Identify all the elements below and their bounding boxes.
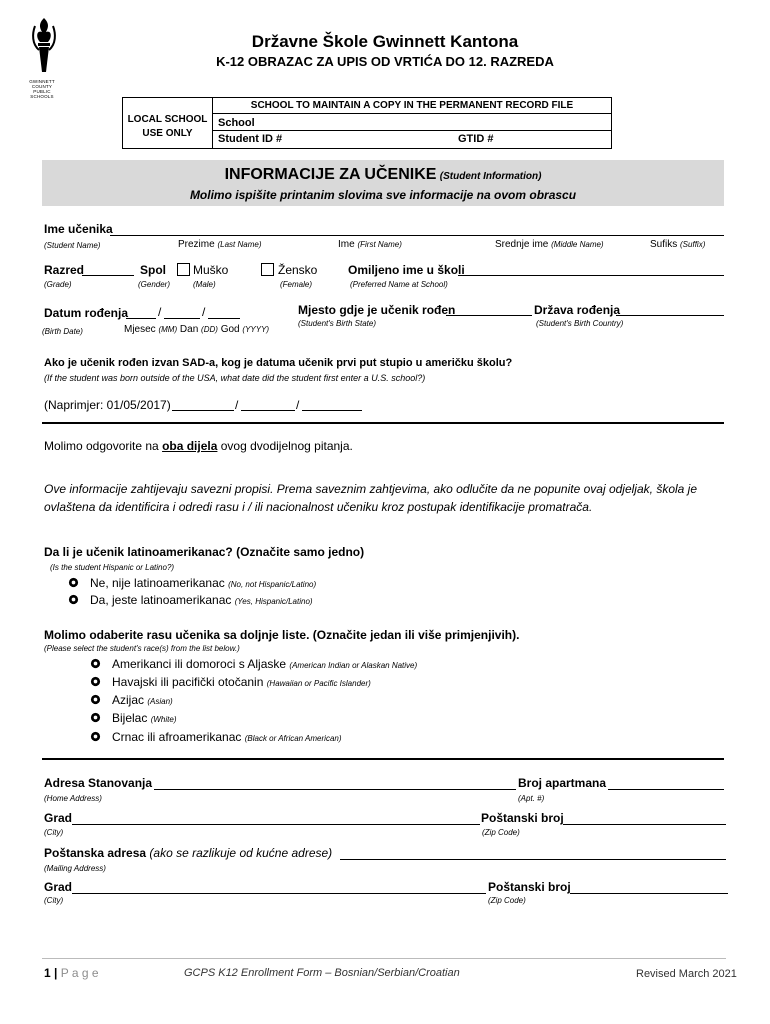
- birthplace-field[interactable]: [446, 315, 532, 316]
- race-option-label: Havajski ili pacifički otočanin: [112, 675, 264, 689]
- student-name-en: (Student Name): [44, 241, 101, 250]
- student-info-header: [42, 160, 724, 206]
- section-divider-1: [42, 422, 724, 424]
- first-name-en: (First Name): [357, 240, 402, 249]
- race-option-en: (Black or African American): [244, 734, 342, 743]
- gtid-label: GTID #: [458, 133, 494, 145]
- mailing-city-label: Grad: [44, 880, 73, 894]
- race-option-en: (White): [150, 715, 177, 724]
- us-entry-example: (Naprimjer: 01/05/2017): [44, 398, 171, 412]
- race-question-en: (Please select the student's race(s) from the list below.): [44, 644, 240, 653]
- student-name-label: Ime učenika: [44, 222, 113, 236]
- record-file-box: [212, 97, 612, 149]
- race-option-label: Bijelac: [112, 711, 148, 725]
- us-entry-question: Ako je učenik rođen izvan SAD-a, kog je datuma učenik prvi put stupio u američku školu?: [44, 357, 513, 369]
- race-option-label: Crnac ili afroamerikanac: [112, 730, 242, 744]
- page-word: P a g e: [60, 966, 99, 980]
- mailing-address-en: (Mailing Address): [44, 864, 106, 873]
- dob-mm: (MM): [158, 325, 178, 334]
- radio-bullet-icon[interactable]: [68, 577, 79, 588]
- local-school-label: LOCAL SCHOOL: [127, 114, 208, 125]
- city-label: Grad: [44, 811, 73, 825]
- suffix-en: (Suffix): [680, 240, 706, 249]
- gender-en: (Gender): [138, 280, 171, 289]
- radio-bullet-icon[interactable]: [68, 594, 79, 605]
- both-parts-post: ovog dvodijelnog pitanja.: [217, 439, 353, 453]
- student-id-label: Student ID #: [218, 133, 283, 145]
- us-entry-question-en: (If the student was born outside of the USA, what date did the student first enter a U.S. school?): [44, 373, 426, 383]
- race-option-en: (Asian): [147, 697, 173, 706]
- both-parts-pre: Molimo odgovorite na: [44, 439, 163, 453]
- preferred-name-label: Omiljeno ime u školi: [348, 263, 465, 277]
- dob-day-field[interactable]: [164, 318, 200, 319]
- birth-country-field[interactable]: [616, 315, 724, 316]
- logo-text: GWINNETT COUNTY PUBLIC SCHOOLS: [29, 79, 55, 99]
- dob-year-label: God: [220, 324, 240, 335]
- birthplace-en: (Student's Birth State): [298, 319, 377, 328]
- gender-label: Spol: [140, 263, 166, 277]
- middle-name-en: (Middle Name): [551, 240, 604, 249]
- us-entry-day-field[interactable]: [241, 410, 295, 411]
- checkbox-bullet-icon[interactable]: [90, 676, 101, 687]
- dob-en: (Birth Date): [42, 327, 83, 336]
- print-instructions: Molimo ispišite printanim slovima sve informacije na ovom obrascu: [189, 188, 577, 202]
- hispanic-no-label: Ne, nije latinoamerikanac: [90, 576, 225, 590]
- zip-field[interactable]: [563, 824, 726, 825]
- zip-label: Poštanski broj: [481, 811, 564, 825]
- mailing-address-note: (ako se razlikuje od kućne adrese): [149, 846, 333, 860]
- dob-day-label: Dan: [179, 324, 199, 335]
- preferred-name-field[interactable]: [458, 275, 724, 276]
- female-en: (Female): [280, 280, 313, 289]
- home-address-label: Adresa Stanovanja: [44, 776, 153, 790]
- last-name-label: Prezime: [178, 239, 215, 250]
- checkbox-bullet-icon[interactable]: [90, 658, 101, 669]
- mailing-zip-field[interactable]: [570, 893, 728, 894]
- school-field-label: School: [218, 117, 255, 129]
- checkbox-bullet-icon[interactable]: [90, 712, 101, 723]
- race-option-label: Azijac: [112, 693, 145, 707]
- suffix-label: Sufiks: [650, 239, 678, 250]
- footer-divider: [42, 958, 726, 959]
- record-file-heading: SCHOOL TO MAINTAIN A COPY IN THE PERMANENT RECORD FILE: [250, 100, 574, 111]
- footer-form-name: GCPS K12 Enrollment Form – Bosnian/Serbian/Croatian: [184, 967, 460, 979]
- female-checkbox[interactable]: [261, 263, 274, 276]
- dob-label: Datum rođenja: [44, 306, 129, 320]
- grade-label: Razred: [44, 263, 85, 277]
- us-entry-month-field[interactable]: [172, 410, 234, 411]
- dob-yyyy: (YYYY): [242, 325, 270, 334]
- checkbox-bullet-icon[interactable]: [90, 694, 101, 705]
- hispanic-yes-label: Da, jeste latinoamerikanac: [90, 593, 232, 607]
- federal-note-line2: ovlaštena da identificira i odredi rasu i / ili nacionalnost učeniku kroz postupak identifikacije promatrača.: [44, 500, 593, 514]
- us-entry-year-field[interactable]: [302, 410, 362, 411]
- first-name-label: Ime: [338, 239, 355, 250]
- student-name-field[interactable]: [110, 235, 724, 236]
- race-option-en: (Hawaiian or Pacific Islander): [266, 679, 371, 688]
- male-label: Muško: [193, 263, 229, 277]
- apt-label: Broj apartmana: [518, 776, 607, 790]
- student-info-title: INFORMACIJE ZA UČENIKE: [224, 166, 437, 183]
- male-en: (Male): [193, 280, 216, 289]
- race-question: Molimo odaberite rasu učenika sa doljnje liste. (Označite jedan ili više primjenjivih).: [44, 628, 520, 642]
- both-parts-emph: oba dijela: [162, 439, 218, 453]
- hispanic-question-en: (Is the student Hispanic or Latino?): [50, 563, 175, 572]
- footer-revised: Revised March 2021: [636, 968, 737, 980]
- hispanic-no-en: (No, not Hispanic/Latino): [228, 580, 317, 589]
- female-label: Žensko: [278, 263, 318, 277]
- city-field[interactable]: [72, 824, 480, 825]
- apt-field[interactable]: [608, 789, 724, 790]
- birth-country-label: Država rođenja: [534, 303, 621, 317]
- city-en: (City): [44, 828, 64, 837]
- student-info-title-en: (Student Information): [439, 171, 542, 182]
- race-option-label: Amerikanci ili domoroci s Aljaske: [112, 657, 287, 671]
- grade-field[interactable]: [82, 275, 134, 276]
- dob-dd: (DD): [201, 325, 218, 334]
- dob-month-label: Mjesec: [124, 324, 156, 335]
- home-address-field[interactable]: [154, 789, 516, 790]
- mailing-city-en: (City): [44, 896, 64, 905]
- apt-en: (Apt. #): [518, 794, 545, 803]
- page-number: 1: [44, 966, 51, 980]
- form-subtitle: K-12 OBRAZAC ZA UPIS OD VRTIĆA DO 12. RAZREDA: [216, 54, 554, 69]
- form-title: Državne Škole Gwinnett Kantona: [251, 32, 519, 51]
- use-only-label: USE ONLY: [142, 128, 193, 139]
- hispanic-yes-en: (Yes, Hispanic/Latino): [234, 597, 313, 606]
- federal-note-line1: Ove informacije zahtijevaju savezni propisi. Prema saveznim zahtjevima, ako odlučite da ne popunite ovaj odjeljak, škola je: [44, 482, 698, 496]
- mailing-address-label: Poštanska adresa: [44, 846, 147, 860]
- mailing-zip-en: (Zip Code): [488, 896, 526, 905]
- mailing-zip-label: Poštanski broj: [488, 880, 571, 894]
- section-divider-2: [42, 758, 724, 760]
- last-name-en: (Last Name): [217, 240, 262, 249]
- preferred-name-en: (Preferred Name at School): [350, 280, 448, 289]
- home-address-en: (Home Address): [44, 794, 102, 803]
- local-school-box: [122, 97, 213, 149]
- hispanic-question: Da li je učenik latinoamerikanac? (Označite samo jedno): [44, 545, 365, 559]
- dob-year-field[interactable]: [208, 318, 240, 319]
- dob-month-field[interactable]: [126, 318, 156, 319]
- mailing-address-field[interactable]: [340, 859, 726, 860]
- male-checkbox[interactable]: [177, 263, 190, 276]
- birthplace-label: Mjesto gdje je učenik rođen: [298, 303, 456, 317]
- birth-country-en: (Student's Birth Country): [536, 319, 624, 328]
- grade-en: (Grade): [44, 280, 72, 289]
- zip-en: (Zip Code): [482, 828, 520, 837]
- middle-name-label: Srednje ime: [495, 239, 549, 250]
- checkbox-bullet-icon[interactable]: [90, 731, 101, 742]
- mailing-city-field[interactable]: [72, 893, 486, 894]
- race-option-en: (American Indian or Alaskan Native): [289, 661, 418, 670]
